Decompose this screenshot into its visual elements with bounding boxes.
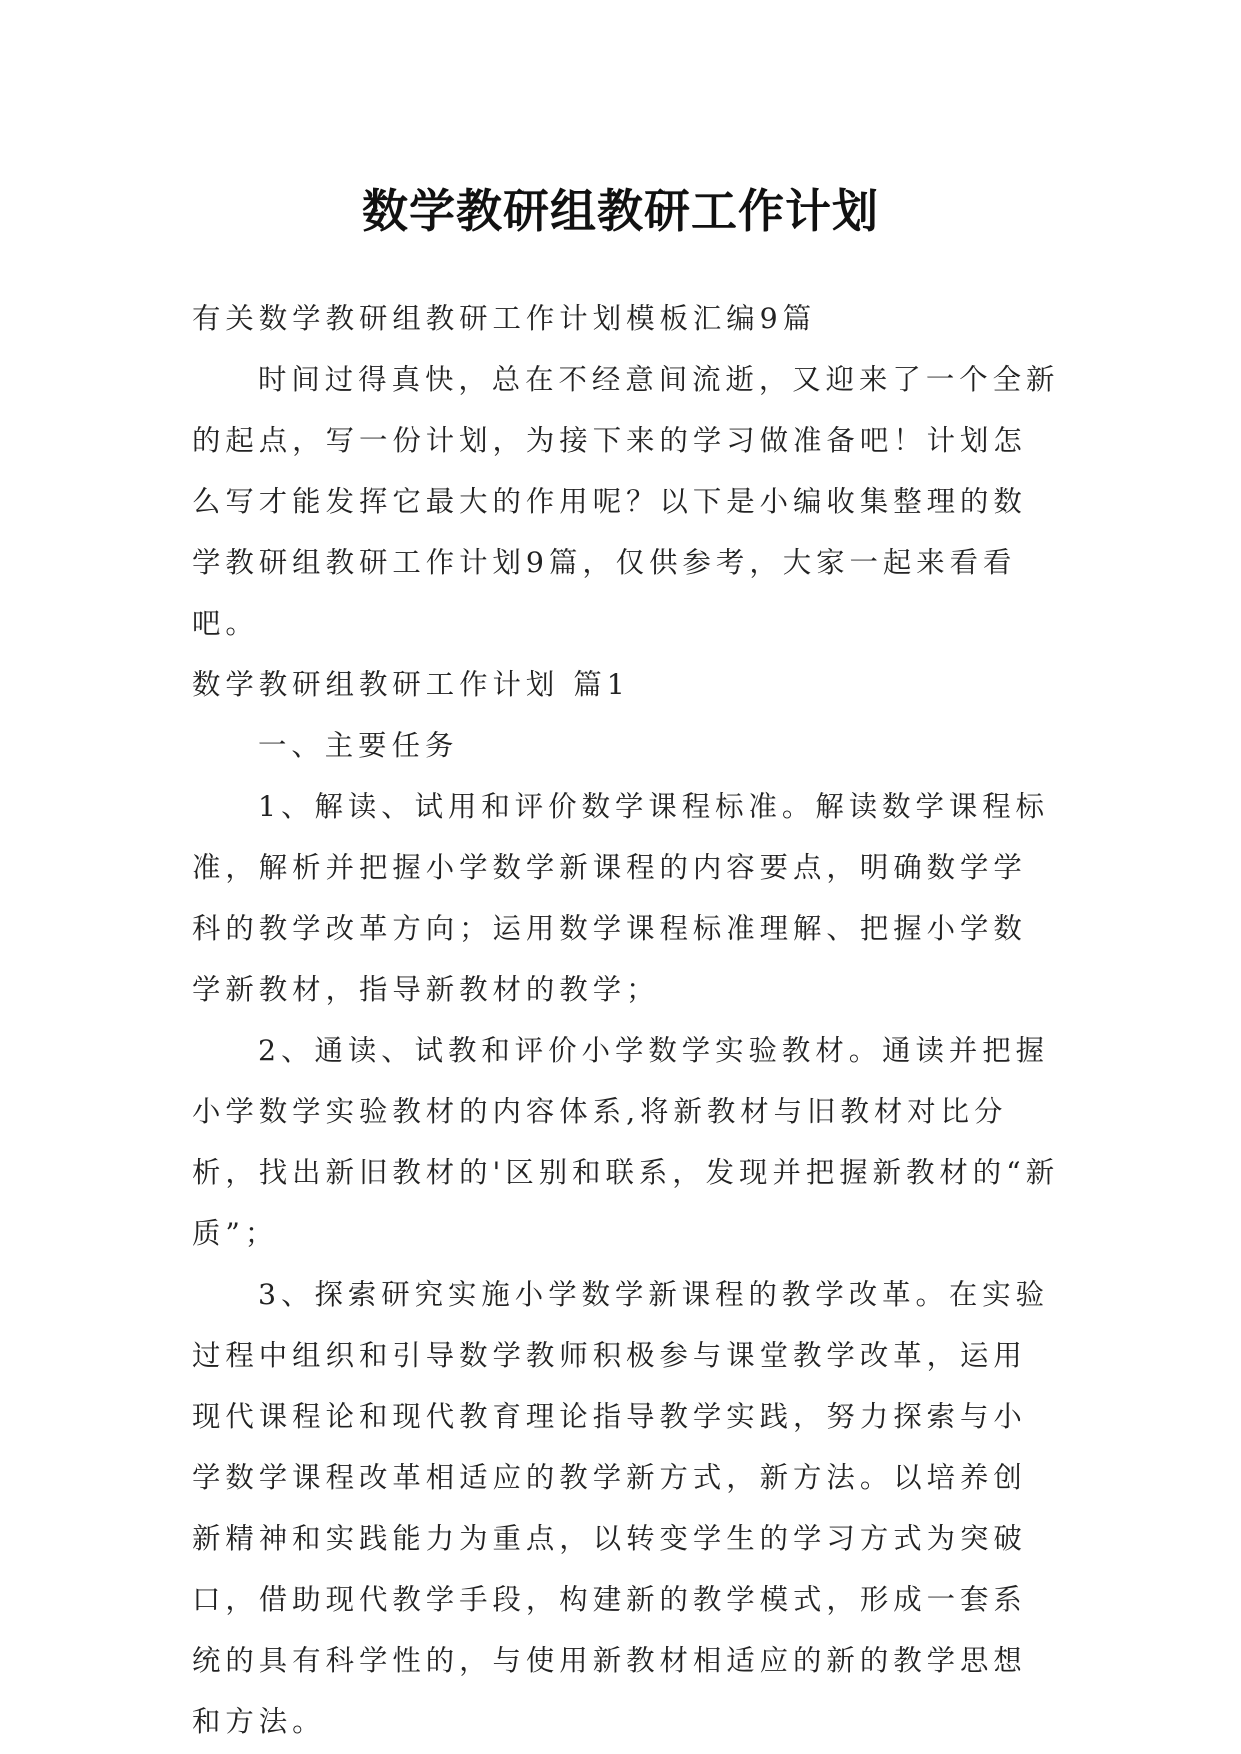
task-heading: 一、主要任务 bbox=[258, 729, 459, 762]
task-item-3: 3、探索研究实施小学数学新课程的教学改革。在实验过程中组织和引导数学教师积极参与课堂教学改革，运用现代课程论和现代教育理论指导教学实践，努力探索与小学数学课程改革相适应的教学新方式，新方法。以培养创新精神和实践能力为重点，以转变学生的学习方式为突破口，借助现代教学手段，构建新的教学模式，形成一套系统的具有科学性的，与使用新教材相适应的新的教学思想和方法。 bbox=[192, 1278, 1050, 1738]
intro-paragraph: 时间过得真快，总在不经意间流逝，又迎来了一个全新的起点，写一份计划，为接下来的学习做准备吧！计划怎么写才能发挥它最大的作用呢？以下是小编收集整理的数学教研组教研工作计划9篇，仅供参考，大家一起来看看吧。 bbox=[192, 363, 1060, 640]
document-title: 数学教研组教研工作计划 bbox=[362, 183, 879, 238]
subtitle-paragraph: 有关数学教研组教研工作计划模板汇编9篇 bbox=[192, 302, 817, 335]
section-heading: 数学教研组教研工作计划 篇1 bbox=[192, 668, 630, 701]
task-item-2: 2、通读、试教和评价小学数学实验教材。通读并把握小学数学实验教材的内容体系,将新教材与旧教材对比分析，找出新旧教材的'区别和联系，发现并把握新教材的“新质”； bbox=[192, 1034, 1060, 1250]
task-item-1: 1、解读、试用和评价数学课程标准。解读数学课程标准，解析并把握小学数学新课程的内容要点，明确数学学科的教学改革方向；运用数学课程标准理解、把握小学数学新教材，指导新教材的教学； bbox=[192, 790, 1050, 1006]
document-body bbox=[192, 288, 1060, 1752]
